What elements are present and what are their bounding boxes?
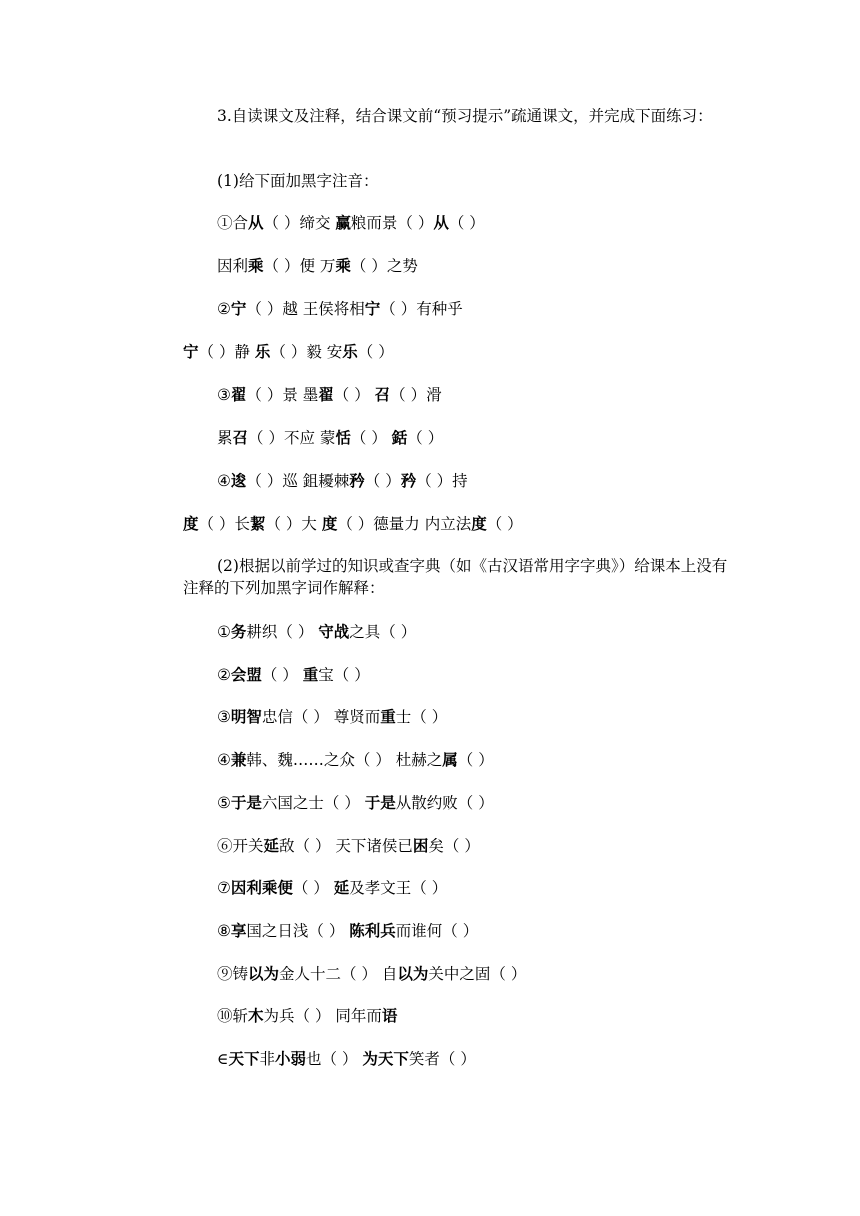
bold-char: 延 xyxy=(263,837,280,855)
text-segment: ⑧ xyxy=(217,922,231,940)
text-segment: ② xyxy=(217,300,231,318)
bold-char: 乐 xyxy=(254,343,271,361)
bold-char: 困 xyxy=(412,837,429,855)
text-segment: 韩、魏……之众（ ） 杜赫之 xyxy=(246,751,443,769)
bold-char: 翟 xyxy=(318,386,334,404)
bold-char: 木 xyxy=(248,1007,264,1025)
text-segment: （ ） xyxy=(407,429,444,447)
part-2-title: (2)根据以前学过的知识或查字典（如《古汉语常用字字典》）给课本上没有注释的下列加黑字词作解释： xyxy=(183,557,728,597)
bold-char: 絜 xyxy=(249,515,266,533)
text-segment: （ ）景 墨 xyxy=(246,386,319,404)
text-segment: ① xyxy=(217,623,231,641)
bold-char: 宁 xyxy=(183,343,199,361)
text-segment: 宝（ ） xyxy=(318,666,370,684)
text-segment: 金人十二（ ） 自 xyxy=(279,965,398,983)
pinyin-line-7 xyxy=(217,470,468,492)
pinyin-line-8 xyxy=(183,513,523,535)
text-segment: 之具（ ） xyxy=(349,623,417,641)
text-segment: ⑩斩 xyxy=(217,1007,249,1025)
text-segment: 从散约败（ ） xyxy=(395,794,494,812)
text-segment: ④ xyxy=(217,472,231,490)
definition-line-9 xyxy=(217,963,526,985)
text-segment: （ ） xyxy=(364,472,401,490)
text-segment: 而谁何（ ） xyxy=(395,922,479,940)
bold-char: 宁 xyxy=(230,300,247,318)
text-segment: （ ）不应 蒙 xyxy=(248,429,336,447)
bold-char: 会盟 xyxy=(230,666,262,684)
text-segment: （ ）滑 xyxy=(390,386,442,404)
text-segment: ⑨铸 xyxy=(217,965,249,983)
pinyin-line-5 xyxy=(217,384,442,406)
bold-char: 恬 xyxy=(335,429,351,447)
text-segment: （ ）有种乎 xyxy=(380,300,463,318)
definition-line-3 xyxy=(217,706,447,728)
bold-char: 守战 xyxy=(318,623,350,641)
text-segment: 耕织（ ） xyxy=(246,623,319,641)
definition-line-8 xyxy=(217,920,478,942)
definition-line-2 xyxy=(217,664,370,686)
bold-char: 逡 xyxy=(230,472,247,490)
bold-char: 享 xyxy=(230,922,247,940)
text-segment: （ ）毅 安 xyxy=(270,343,343,361)
definition-line-4 xyxy=(217,749,494,771)
text-segment: （ ） xyxy=(457,751,494,769)
text-segment: 士（ ） xyxy=(395,708,448,726)
bold-char: 矜 xyxy=(349,472,365,490)
text-segment: 也（ ） xyxy=(306,1050,363,1068)
text-segment: （ ） xyxy=(448,214,485,232)
bold-char: 兼 xyxy=(230,751,247,769)
bold-char: 度 xyxy=(321,515,338,533)
text-segment: ③ xyxy=(217,708,231,726)
definition-line-10 xyxy=(217,1005,397,1027)
text-segment: 及孝文王（ ） xyxy=(349,879,448,897)
text-segment: ⑤ xyxy=(217,794,231,812)
pinyin-line-2 xyxy=(217,255,418,277)
definition-line-5 xyxy=(217,792,494,814)
text-segment: 敌（ ） 天下诸侯已 xyxy=(279,837,413,855)
bold-char: 因利乘便 xyxy=(230,879,293,897)
text-segment: （ ）大 xyxy=(265,515,322,533)
text-segment: （ ）巡 鉏耰棘 xyxy=(246,472,350,490)
definition-line-7 xyxy=(217,877,447,899)
bold-char: 乐 xyxy=(342,343,358,361)
text-segment: （ ）持 xyxy=(416,472,468,490)
pinyin-line-6 xyxy=(217,427,443,449)
bold-char: 銛 xyxy=(391,429,408,447)
text-segment: （ ）便 万 xyxy=(263,257,336,275)
bold-char: 召 xyxy=(374,386,391,404)
text-segment: 忠信（ ） 尊贤而 xyxy=(261,708,381,726)
text-segment: （ ）缔交 xyxy=(263,214,336,232)
bold-char: 乘 xyxy=(248,257,264,275)
bold-char: 为天下 xyxy=(362,1050,409,1068)
text-segment: （ ）长 xyxy=(198,515,250,533)
bold-char: 矜 xyxy=(400,472,417,490)
text-segment: （ ）德量力 内立法 xyxy=(337,515,472,533)
definition-line-1 xyxy=(217,621,416,643)
definition-line-6 xyxy=(217,835,480,857)
bold-char: 延 xyxy=(333,879,350,897)
bold-char: 语 xyxy=(381,1007,398,1025)
bold-char: 重 xyxy=(302,666,319,684)
bold-char: 以为 xyxy=(248,965,280,983)
bold-char: 务 xyxy=(230,623,247,641)
bold-char: 重 xyxy=(380,708,396,726)
text-segment: ⑦ xyxy=(217,879,231,897)
text-segment: （ ）静 xyxy=(198,343,255,361)
part-1-title: (1)给下面加黑字注音： xyxy=(217,172,379,190)
text-segment: 非 xyxy=(259,1050,276,1068)
text-segment: （ ） xyxy=(261,666,303,684)
text-segment: 六国之士（ ） xyxy=(261,794,365,812)
text-segment: （ ） xyxy=(350,429,392,447)
bold-char: 从 xyxy=(433,214,449,232)
text-segment: 国之日浅（ ） xyxy=(246,922,350,940)
bold-char: 陈利兵 xyxy=(349,922,396,940)
bold-char: 属 xyxy=(442,751,458,769)
text-segment: ② xyxy=(217,666,231,684)
text-segment: 因利 xyxy=(217,257,249,275)
bold-char: 召 xyxy=(232,429,249,447)
bold-char: 度 xyxy=(183,515,199,533)
bold-char: 于是 xyxy=(364,794,396,812)
pinyin-line-3 xyxy=(217,298,463,320)
text-segment: 粮而景（ ） xyxy=(350,214,434,232)
bold-char: 明智 xyxy=(230,708,262,726)
bold-char: 度 xyxy=(471,515,487,533)
text-segment: ∈ xyxy=(217,1050,229,1068)
pinyin-line-1 xyxy=(217,212,485,234)
text-segment: （ ） xyxy=(357,343,394,361)
bold-char: 天下 xyxy=(228,1050,260,1068)
text-segment: ⑥开关 xyxy=(217,837,264,855)
text-segment: （ ） xyxy=(292,879,334,897)
text-segment: （ ） xyxy=(333,386,375,404)
text-segment: 为兵（ ） 同年而 xyxy=(263,1007,382,1025)
text-segment: 笑者（ ） xyxy=(408,1050,476,1068)
bold-char: 乘 xyxy=(335,257,351,275)
text-segment: （ ） xyxy=(486,515,523,533)
text-segment: ①合 xyxy=(217,214,249,232)
pinyin-line-4 xyxy=(183,341,394,363)
text-segment: ④ xyxy=(217,751,231,769)
question-3-intro: 3.自读课文及注释，结合课文前“预习提示”疏通课文，并完成下面练习： xyxy=(217,107,713,125)
bold-char: 宁 xyxy=(364,300,381,318)
text-segment: （ ）之势 xyxy=(350,257,418,275)
bold-char: 翟 xyxy=(230,386,247,404)
bold-char: 赢 xyxy=(335,214,351,232)
bold-char: 小弱 xyxy=(275,1050,307,1068)
definition-line-11 xyxy=(217,1048,476,1070)
text-segment: 矣（ ） xyxy=(428,837,480,855)
text-segment: ③ xyxy=(217,386,231,404)
bold-char: 于是 xyxy=(230,794,262,812)
text-segment: 关中之固（ ） xyxy=(428,965,527,983)
bold-char: 以为 xyxy=(397,965,429,983)
text-segment: 累 xyxy=(217,429,233,447)
text-segment: （ ）越 王侯将相 xyxy=(246,300,365,318)
bold-char: 从 xyxy=(248,214,264,232)
